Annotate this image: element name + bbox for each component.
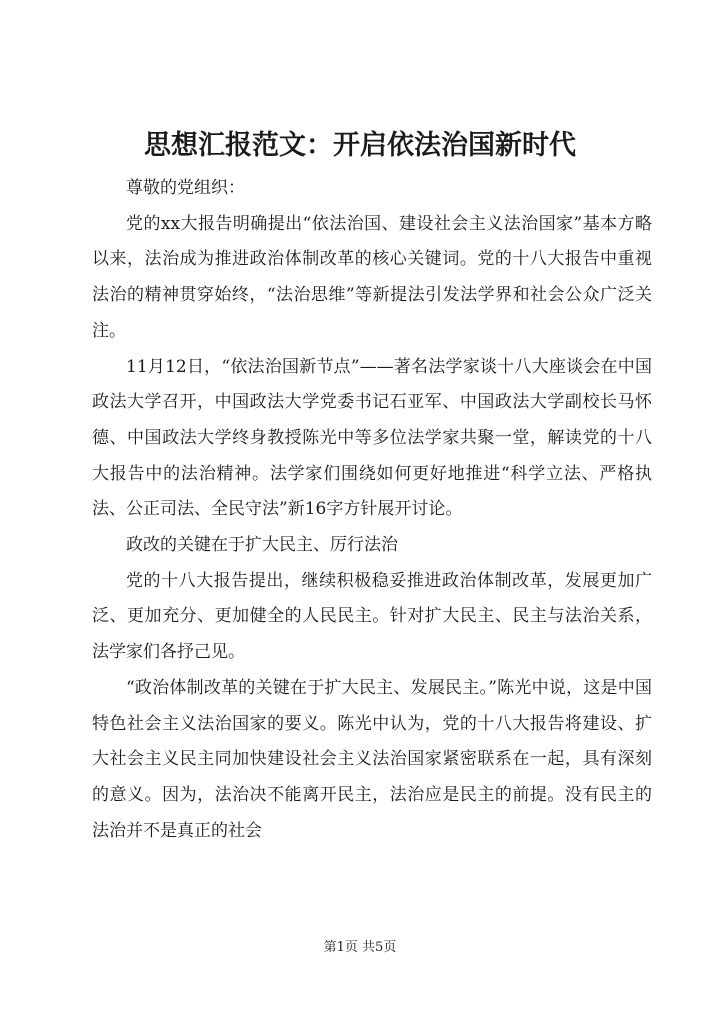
paragraph-3: 党的十八大报告提出，继续积极稳妥推进政治体制改革，发展更加广泛、更加充分、更加健全的人民民主。针对扩大民主、民主与法治关系，法学家们各抒己见。	[92, 570, 652, 663]
paragraph-1: 党的xx大报告明确提出“依法治国、建设社会主义法治国家”基本方略以来，法治成为推进政治体制改革的核心关键词。党的十八大报告中重视法治的精神贯穿始终，“法治思维”等新提法引发法学界和社会公众广泛关注。	[92, 213, 652, 341]
page-footer	[0, 938, 720, 958]
paragraph-2: 11月12日，“依法治国新节点”——著名法学家谈十八大座谈会在中国政法大学召开，中国政法大学党委书记石亚军、中国政法大学副校长马怀德、中国政法大学终身教授陈光中等多位法学家共聚一堂，解读党的十八大报告中的法治精神。法学家们围绕如何更好地推进“科学立法、严格执法、公正司法、全民守法”新16字方针展开讨论。	[92, 356, 652, 520]
paragraph-4: “政治体制改革的关键在于扩大民主、发展民主。”陈光中说，这是中国特色社会主义法治国家的要义。陈光中认为，党的十八大报告将建设、扩大社会主义民主同加快建设社会主义法治国家紧密联系在一起，具有深刻的意义。因为，法治决不能离开民主，法治应是民主的前提。没有民主的法治并不是真正的社会	[92, 677, 652, 841]
section-subheading: 政改的关键在于扩大民主、厉行法治	[126, 535, 398, 556]
page-indicator: 第1页 共5页	[323, 940, 397, 955]
document-title: 思想汇报范文：开启依法治国新时代	[144, 130, 576, 161]
document-body	[92, 171, 652, 849]
salutation: 尊敬的党组织：	[126, 178, 245, 198]
